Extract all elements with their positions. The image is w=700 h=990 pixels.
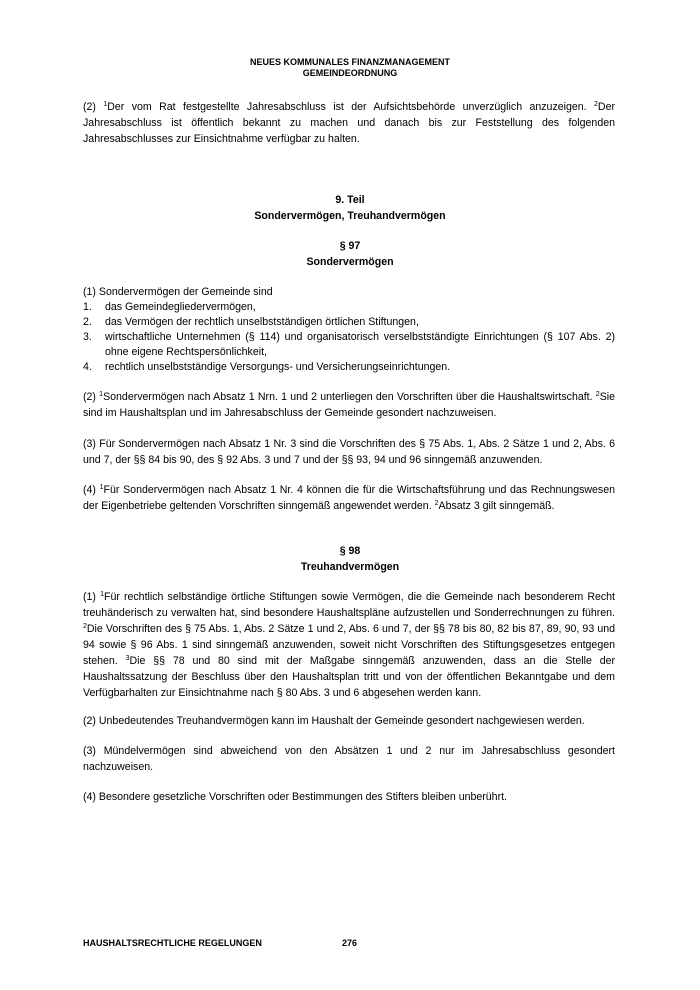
list-item-number: 2. — [83, 316, 92, 328]
list-item — [83, 315, 615, 330]
s98-paragraph-3 — [83, 743, 615, 775]
part-number: 9. Teil — [335, 194, 365, 206]
sentence-text: Für rechtlich selbständige örtliche Stiftungen sowie Vermögen, die die Gemeinde nach besonderem Recht treuhänderisch zu verwalten hat, sind besondere Haushaltspläne aufzustellen und Sonderrechnungen zu führen. — [83, 591, 615, 619]
list-item-number: 1. — [83, 301, 92, 313]
s97-paragraph-4 — [83, 482, 615, 514]
list-item-number: 4. — [83, 361, 92, 373]
s97-paragraph-2 — [83, 389, 615, 421]
paragraph-annual-statement — [83, 99, 615, 147]
section-number: § 97 — [339, 240, 361, 252]
paragraph-text: (4) Besondere gesetzliche Vorschriften oder Bestimmungen des Stifters bleiben unberührt. — [83, 791, 507, 803]
sentence-text: Für Sondervermögen nach Absatz 1 Nr. 4 können die für die Wirtschaftsführung und das Rechnungswesen der Eigenbetriebe geltenden Vorschriften sinngemäß angewendet werden. — [83, 484, 616, 512]
sentence-number: 1 — [100, 591, 104, 598]
sentence-text: Die §§ 78 und 80 sind mit der Maßgabe sinngemäß anzuwenden, dass an die Stelle der Haushaltssatzung der Beschluss über den Haushaltsplan tritt und von der öffentlichen Bekanntgabe und dem Verfügbarhalten zur Einsichtnahme nach § 80 Abs. 3 und 6 abgesehen werden kann. — [83, 655, 616, 699]
s98-paragraph-4 — [83, 789, 615, 805]
part-title: Sondervermögen, Treuhandvermögen — [254, 210, 446, 222]
section-title: Sondervermögen — [306, 256, 394, 268]
running-header — [0, 57, 700, 79]
list-item — [83, 360, 615, 375]
paragraph-text: (2) Unbedeutendes Treuhandvermögen kann im Haushalt der Gemeinde gesondert nachgewiesen werden. — [83, 715, 585, 727]
paragraph-number: (1) — [83, 591, 101, 603]
s97-paragraph-1-intro — [83, 284, 615, 300]
section-97-heading — [0, 238, 700, 270]
section-title: Treuhandvermögen — [300, 561, 400, 573]
sentence-number: 2 — [83, 623, 87, 630]
page-number: 276 — [342, 938, 358, 948]
paragraph-text: (3) Mündelvermögen sind abweichend von den Absätzen 1 und 2 nur im Jahresabschluss gesondert nachzuweisen. — [83, 745, 615, 773]
sentence-text: Die Vorschriften des § 75 Abs. 1, Abs. 2 Sätze 1 und 2, Abs. 6 und 7, der §§ 78 bis 80, 82 bis 87, 89, 90, 93 und 94 sowie § 96 Abs. 1 sind sinngemäß anzuwenden, soweit nicht Vorschriften des Stiftungsgesetzes entgegen stehen. — [83, 623, 615, 667]
sentence-number: 1 — [99, 391, 104, 398]
s98-paragraph-1 — [83, 589, 615, 701]
s97-list — [83, 300, 615, 375]
paragraph-number: (2) — [83, 391, 100, 403]
sentence-text: Sondervermögen nach Absatz 1 Nrn. 1 und 2 unterliegen den Vorschriften über die Haushaltswirtschaft. — [103, 391, 596, 403]
header-line-2: GEMEINDEORDNUNG — [302, 68, 398, 78]
sentence-text: Der Jahresabschluss ist öffentlich bekannt zu machen und danach bis zur Feststellung des folgenden Jahresabschlusses zur Einsichtnahme verfügbar zu halten. — [83, 101, 615, 145]
list-item-number: 3. — [83, 331, 92, 343]
s98-paragraph-2 — [83, 713, 615, 729]
sentence-number: 1 — [103, 101, 108, 108]
paragraph-text: (1) Sondervermögen der Gemeinde sind — [83, 286, 273, 298]
list-item-text: rechtlich unselbstständige Versorgungs- und Versicherungseinrichtungen. — [105, 361, 451, 373]
s97-paragraph-3 — [83, 436, 615, 468]
header-line-1: NEUES KOMMUNALES FINANZMANAGEMENT — [250, 57, 450, 67]
sentence-number: 2 — [594, 101, 598, 108]
paragraph-text: (3) Für Sondervermögen nach Absatz 1 Nr. 3 sind die Vorschriften des § 75 Abs. 1, Abs. 2 Sätze 1 und 2, Abs. 6 und 7, der §§ 84 bis 90, des § 92 Abs. 3 und 7 und der §§ 93, 94 und 96 sinngemäß anzuwenden. — [83, 438, 615, 466]
sentence-number: 2 — [434, 500, 439, 507]
list-item-text: das Vermögen der rechtlich unselbstständigen örtlichen Stiftungen, — [105, 316, 419, 328]
footer-title: HAUSHALTSRECHTLICHE REGELUNGEN — [83, 938, 262, 948]
sentence-text: Absatz 3 gilt sinngemäß. — [438, 500, 555, 512]
sentence-number: 3 — [125, 655, 130, 662]
list-item-text: das Gemeindegliedervermögen, — [105, 301, 256, 313]
sentence-text: Sie sind im Haushaltsplan und im Jahresabschluss der Gemeinde gesondert nachzuweisen. — [83, 391, 615, 419]
sentence-number: 2 — [595, 391, 600, 398]
section-number: § 98 — [339, 545, 361, 557]
section-98-heading — [0, 543, 700, 575]
paragraph-number: (2) — [83, 101, 104, 113]
list-item-text: wirtschaftliche Unternehmen (§ 114) und organisatorisch verselbstständigte Einrichtungen (§ 107 Abs. 2) ohne eigene Rechtspersönlichkeit, — [105, 331, 615, 358]
paragraph-number: (4) — [83, 484, 100, 496]
sentence-number: 1 — [99, 484, 104, 491]
list-item — [83, 330, 615, 360]
list-item — [83, 300, 615, 315]
part-heading — [0, 192, 700, 224]
sentence-text: Der vom Rat festgestellte Jahresabschluss ist der Aufsichtsbehörde unverzüglich anzuzeigen. — [107, 101, 595, 113]
